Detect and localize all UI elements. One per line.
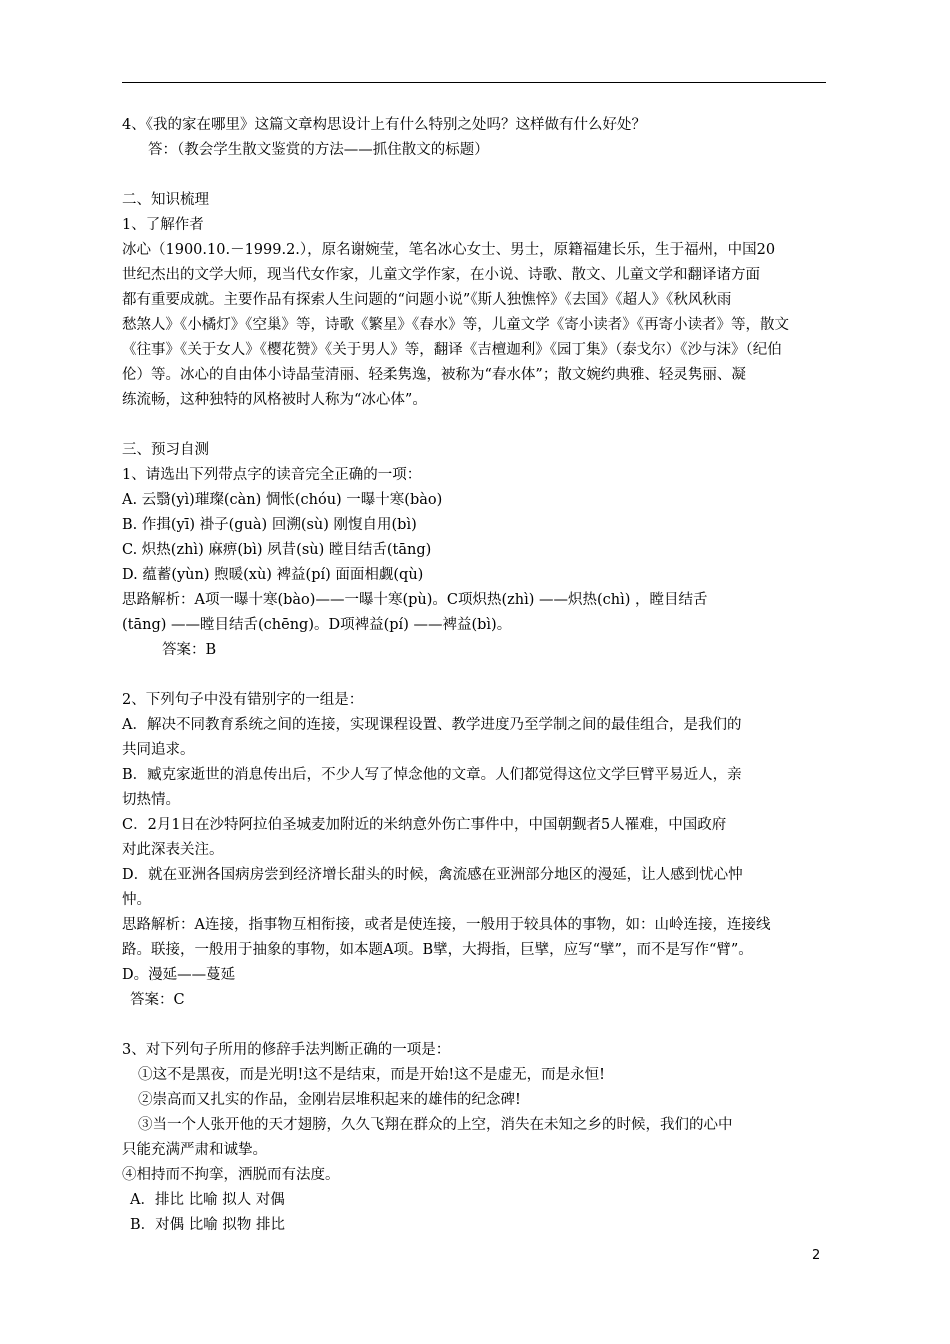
page-number: 2 [812, 1248, 821, 1263]
section2-heading: 二、知识梳理 [122, 192, 209, 208]
q2-line: 共同追求。 [122, 742, 195, 758]
q2-line: D．就在亚洲各国病房尝到经济增长甜头的时候，禽流感在亚洲部分地区的漫延，让人感到忧心忡 [122, 867, 743, 883]
q2-line: B．臧克家逝世的消息传出后，不少人写了悼念他的文章。人们都觉得这位文学巨臂平易近人，亲 [122, 767, 742, 783]
q1-answer: 答案：B [162, 642, 217, 658]
q3-sentence: ①这不是黑夜，而是光明!这不是结束，而是开始!这不是虚无，而是永恒! [138, 1067, 605, 1083]
q2-analysis: 路。联接，一般用于抽象的事物，如本题A项。B擘，大拇指，巨擘，应写“擘”，而不是写作“臂”。 [122, 942, 753, 958]
q3-option: A．排比 比喻 拟人 对偶 [130, 1192, 285, 1208]
header-rule [122, 82, 826, 83]
q1-option: B. 作揖(yī) 褂子(guà) 回溯(sù) 刚愎自用(bì) [122, 517, 417, 533]
q3-stem: 3、对下列句子所用的修辞手法判断正确的一项是： [122, 1042, 451, 1058]
author-para-line: 愁煞人》《小橘灯》《空巢》等，诗歌《繁星》《春水》等，儿童文学《寄小读者》《再寄小读者》等，散文 [122, 317, 789, 333]
q2-line: 切热情。 [122, 792, 180, 808]
q2-stem: 2、下列句子中没有错别字的一组是： [122, 692, 364, 708]
q2-line: 对此深表关注。 [122, 842, 224, 858]
author-para-line: 练流畅，这种独特的风格被时人称为“冰心体”。 [122, 392, 427, 408]
q3-sentence: 只能充满严肃和诚挚。 [122, 1142, 267, 1158]
q2-analysis: 思路解析：A连接，指事物互相衔接，或者是使连接，一般用于较具体的事物，如：山岭连接，连接线 [122, 917, 771, 933]
q2-analysis: D。漫延——蔓延 [122, 967, 236, 983]
q4-answer: 答：（教会学生散文鉴赏的方法——抓住散文的标题） [148, 142, 489, 158]
q2-answer: 答案：C [130, 992, 185, 1008]
q1-option: A. 云翳(yì)璀璨(càn) 惆怅(chóu) 一曝十寒(bào) [122, 492, 443, 508]
q3-sentence: ④相持而不拘挛，洒脱而有法度。 [122, 1167, 340, 1183]
author-para-line: 冰心（1900.10.－1999.2.），原名谢婉莹，笔名冰心女士、男士，原籍福建长乐，生于福州，中国20 [122, 242, 776, 258]
section3-heading: 三、预习自测 [122, 442, 209, 458]
q1-option: D. 蕴蓄(yùn) 煦暖(xù) 裨益(pí) 面面相觑(qù) [122, 567, 424, 583]
q1-analysis: (tāng) ——瞠目结舌(chēng)。D项裨益(pí) ——裨益(bì)。 [122, 617, 512, 633]
q3-sentence: ②崇高而又扎实的作品，金刚岩层堆积起来的雄伟的纪念碑! [138, 1092, 521, 1108]
q3-sentence: ③当一个人张开他的天才翅膀，久久飞翔在群众的上空，消失在未知之乡的时候，我们的心中 [138, 1117, 733, 1133]
q1-option: C. 炽热(zhì) 麻痹(bì) 夙昔(sù) 瞠目结舌(tāng) [122, 542, 432, 558]
q2-line: C．2月1日在沙特阿拉伯圣城麦加附近的米纳意外伤亡事件中，中国朝觐者5人罹难，中国政府 [122, 817, 727, 833]
author-para-line: 伦）等。冰心的自由体小诗晶莹清丽、轻柔隽逸，被称为“春水体”；散文婉约典雅、轻灵隽丽、凝 [122, 367, 746, 383]
q2-line: A．解决不同教育系统之间的连接，实现课程设置、教学进度乃至学制之间的最佳组合，是我们的 [122, 717, 742, 733]
author-para-line: 《往事》《关于女人》《樱花赞》《关于男人》等，翻译《吉檀迦利》《园丁集》（泰戈尔）《沙与沫》（纪伯 [122, 342, 782, 358]
q1-stem: 1、请选出下列带点字的读音完全正确的一项： [122, 467, 422, 483]
q1-analysis: 思路解析：A项一曝十寒(bào)——一曝十寒(pù)。C项炽热(zhì) ——炽热(chì) ，瞠目结舌 [122, 592, 708, 608]
q3-option: B．对偶 比喻 拟物 排比 [130, 1217, 285, 1233]
section2-sub1: 1、了解作者 [122, 217, 204, 233]
q2-line: 忡。 [122, 892, 151, 908]
author-para-line: 世纪杰出的文学大师，现当代女作家，儿童文学作家，在小说、诗歌、散文、儿童文学和翻译诸方面 [122, 267, 760, 283]
author-para-line: 都有重要成就。主要作品有探索人生问题的“问题小说”《斯人独憔悴》《去国》《超人》《秋风秋雨 [122, 292, 732, 308]
q4-question: 4、《我的家在哪里》这篇文章构思设计上有什么特别之处吗？这样做有什么好处？ [122, 117, 646, 133]
